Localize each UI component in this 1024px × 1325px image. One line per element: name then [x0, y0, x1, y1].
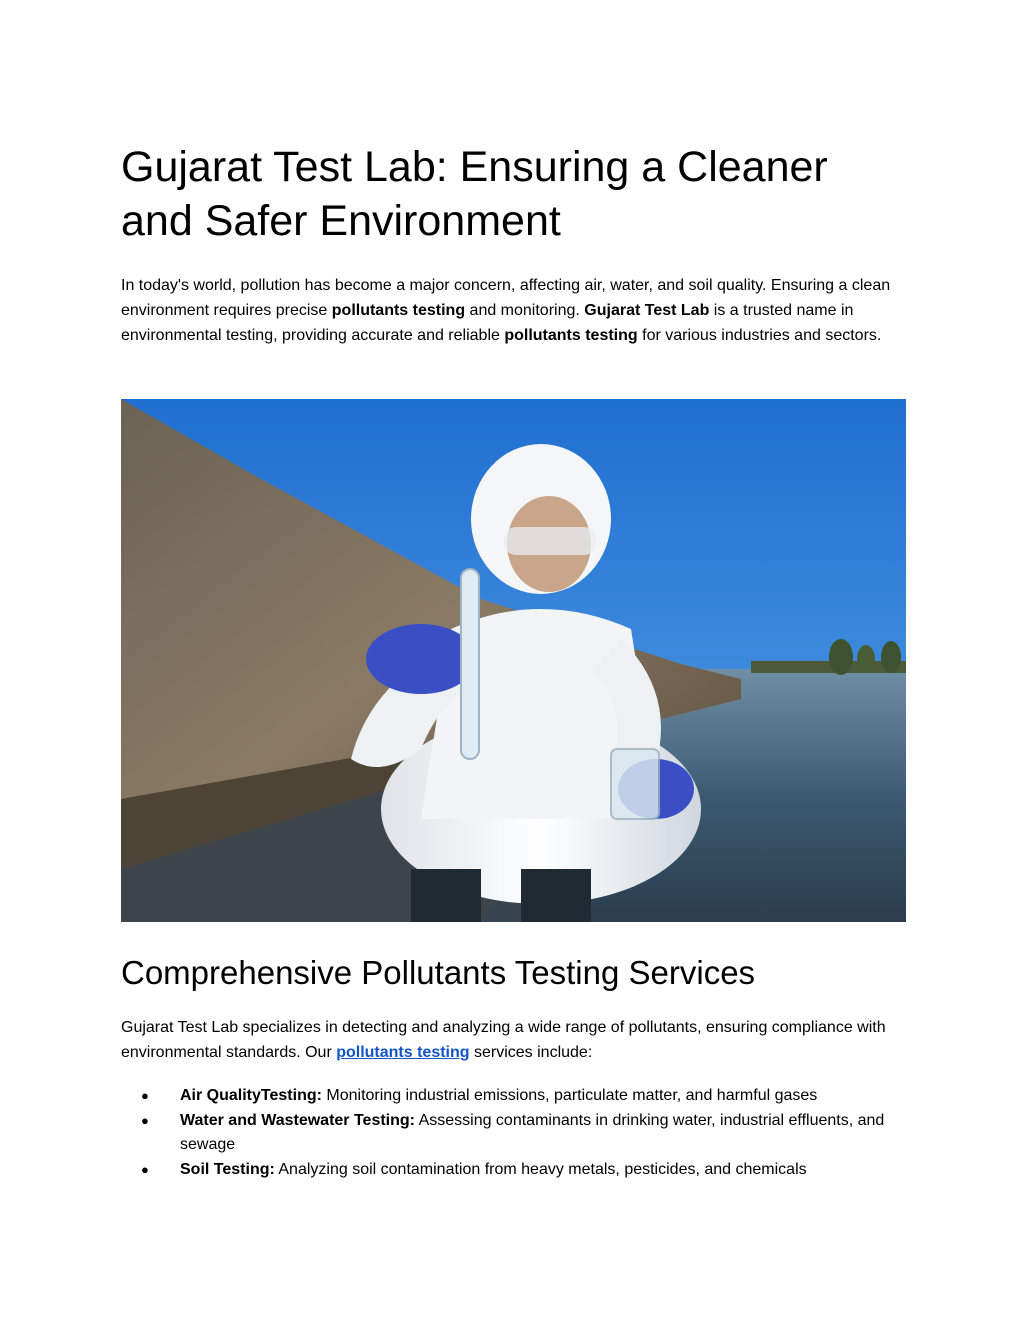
bullet-icon: ●: [141, 1113, 149, 1128]
list-item: [121, 1109, 907, 1157]
services-list: [121, 1084, 907, 1183]
page-title: Gujarat Test Lab: Ensuring a Cleaner and Safer Environment: [121, 143, 828, 245]
bullet-icon: ●: [141, 1162, 149, 1177]
bullet-icon: ●: [141, 1088, 149, 1103]
scientist-sampling-water-photo: [121, 399, 906, 922]
intro-text-3: is a trusted name in environmental testing, providing accurate and reliable: [121, 302, 854, 344]
lead-text-1: Gujarat Test Lab specializes in detecting and analyzing a wide range of pollutants, ensuring compliance with environmental standards. Our: [121, 1019, 886, 1061]
list-item-label: Air QualityTesting:: [180, 1087, 322, 1104]
list-item-label: Soil Testing:: [180, 1161, 275, 1178]
pollutants-testing-link[interactable]: pollutants testing: [336, 1044, 470, 1061]
list-item: [121, 1084, 907, 1108]
intro-text-1: In today's world, pollution has become a major concern, affecting air, water, and soil quality. Ensuring a clean environment requires precise: [121, 277, 891, 319]
photo-illustration: [121, 399, 906, 922]
section-heading: Comprehensive Pollutants Testing Services: [121, 954, 756, 991]
intro-bold-2: Gujarat Test Lab: [584, 302, 710, 319]
list-item-text: Analyzing soil contamination from heavy metals, pesticides, and chemicals: [274, 1161, 807, 1178]
lead-text-2: services include:: [469, 1044, 593, 1061]
list-item-text: Assessing contaminants in drinking water, industrial effluents, and sewage: [180, 1112, 885, 1153]
list-item-label: Water and Wastewater Testing:: [180, 1112, 415, 1129]
intro-text-2: and monitoring.: [465, 302, 585, 319]
section-lead-paragraph: [121, 1015, 907, 1065]
list-item: [121, 1158, 907, 1182]
list-item-text: Monitoring industrial emissions, particulate matter, and harmful gases: [321, 1087, 818, 1104]
intro-bold-3: pollutants testing: [504, 327, 638, 344]
intro-text-4: for various industries and sectors.: [637, 327, 882, 344]
intro-paragraph: [121, 273, 907, 348]
intro-bold-1: pollutants testing: [331, 302, 466, 319]
